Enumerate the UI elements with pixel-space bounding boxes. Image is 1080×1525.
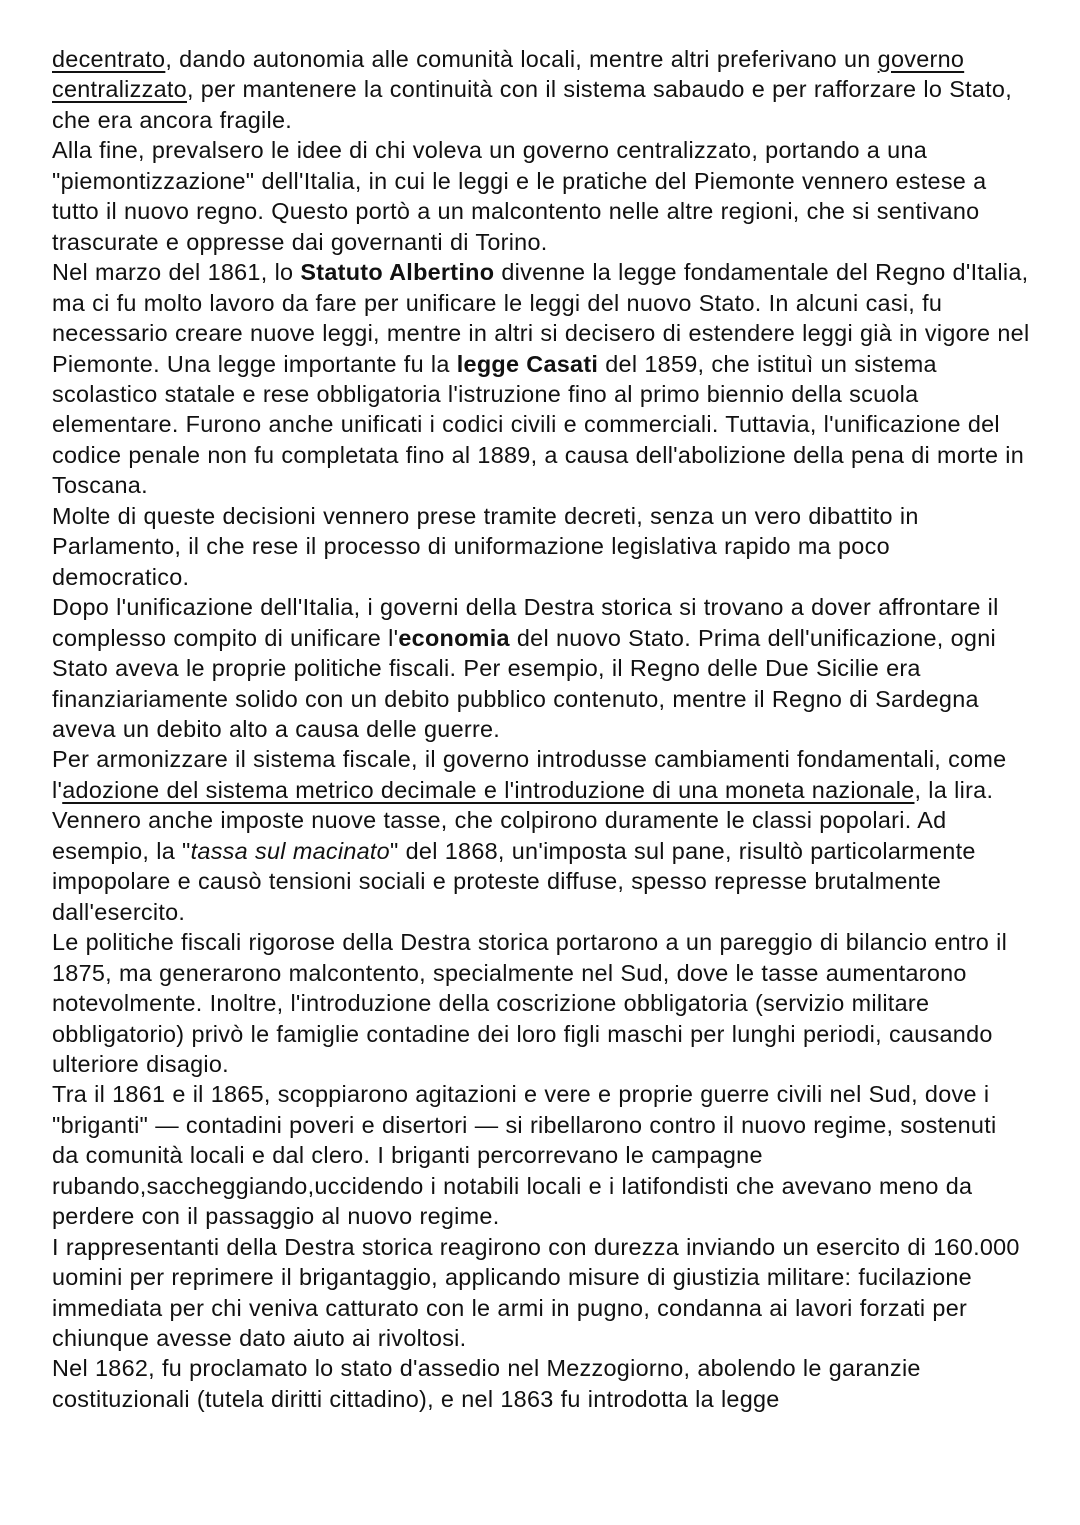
text-run: Nel marzo del 1861, lo xyxy=(52,259,301,286)
paragraph xyxy=(52,1353,1030,1414)
text-run: Tra il 1861 e il 1865, scoppiarono agitazioni e vere e proprie guerre civili nel Sud, dove i "briganti" — contadini poveri e disertori — si ribellarono contro il nuovo regime, sostenuti da comunità locali e dal clero. I briganti percorrevano le campagne rubando,saccheggiando,uccidendo i notabili locali e i latifondisti che avevano meno da perdere con il passaggio al nuovo regime. xyxy=(52,1081,997,1230)
text-run: I rappresentanti della Destra storica reagirono con durezza inviando un esercito di 160.000 uomini per reprimere il brigantaggio, applicando misure di giustizia militare: fucilazione immediata per chi veniva catturato con le armi in pugno, condanna ai lavori forzati per chiunque avesse dato aiuto ai rivoltosi. xyxy=(52,1233,1020,1352)
text-run: del 1859, che istituì un sistema scolastico statale e rese obbligatoria l'istruzione fino al primo biennio della scuola elementare. Furono anche unificati i codici civili e commerciali. Tuttavia, l'unificazione del codice penale non fu completata fino al 1889, a causa dell'abolizione della pena di morte in Toscana. xyxy=(52,350,1025,499)
bold-text-run: economia xyxy=(398,624,510,651)
text-run: Dopo l'unificazione dell'Italia, i governi della Destra storica si trovano a dover affrontare il complesso compito di unificare l' xyxy=(52,594,999,651)
bold-text-run: legge Casati xyxy=(456,350,599,377)
text-run: Alla fine, prevalsero le idee di chi voleva un governo centralizzato, portando a una "piemontizzazione" dell'Italia, in cui le leggi e le pratiche del Piemonte vennero estese a tutto il nuovo regno. Questo portò a un malcontento nelle altre regioni, che si sentivano trascurate e oppresse dai governanti di Torino. xyxy=(52,137,987,255)
text-run: , la lira. Vennero anche imposte nuove tasse, che colpirono duramente le classi popolari. Ad esempio, la " xyxy=(52,776,994,864)
paragraph xyxy=(52,44,1030,135)
text-run: del nuovo Stato. Prima dell'unificazione, ogni Stato aveva le proprie politiche fiscali. Per esempio, il Regno delle Due Sicilie era finanziariamente solido con un debito pubblico contenuto, mentre il Regno di Sardegna aveva un debito alto a causa delle guerre. xyxy=(52,624,996,742)
text-run: divenne la legge fondamentale del Regno d'Italia, ma ci fu molto lavoro da fare per unificare le leggi del nuovo Stato. In alcuni casi, fu necessario creare nuove leggi, mentre in altri si decisero di estendere leggi già in vigore nel Piemonte. Una legge importante fu la xyxy=(52,259,1030,377)
paragraph xyxy=(52,1079,1030,1231)
paragraph xyxy=(52,1232,1030,1354)
text-run: , dando autonomia alle comunità locali, mentre altri preferivano un xyxy=(165,46,878,72)
document-body xyxy=(52,44,1030,1414)
paragraph xyxy=(52,927,1030,1079)
paragraph xyxy=(52,501,1030,592)
underlined-text-run: governo centralizzato xyxy=(52,46,965,103)
paragraph xyxy=(52,257,1030,501)
paragraph xyxy=(52,135,1030,257)
underlined-text-run: adozione del sistema metrico decimale e l'introduzione di una moneta nazionale xyxy=(62,776,915,803)
underlined-text-run: decentrato xyxy=(52,46,166,72)
italic-text-run: tassa sul macinato xyxy=(190,837,390,864)
text-run: Per armonizzare il sistema fiscale, il governo introdusse cambiamenti fondamentali, come l' xyxy=(52,746,1007,803)
paragraph xyxy=(52,592,1030,744)
text-run: Le politiche fiscali rigorose della Destra storica portarono a un pareggio di bilancio entro il 1875, ma generarono malcontento, specialmente nel Sud, dove le tasse aumentarono notevolmente. Inoltre, l'introduzione della coscrizione obbligatoria (servizio militare obbligatorio) privò le famiglie contadine dei loro figli maschi per lunghi periodi, causando ulteriore disagio. xyxy=(52,929,1008,1077)
text-run: Molte di queste decisioni vennero prese tramite decreti, senza un vero dibattito in Parlamento, il che rese il processo di uniformazione legislativa rapido ma poco democratico. xyxy=(52,502,919,590)
bold-text-run: Statuto Albertino xyxy=(300,259,495,286)
paragraph xyxy=(52,744,1030,927)
text-run: Nel 1862, fu proclamato lo stato d'assedio nel Mezzogiorno, abolendo le garanzie costituzionali (tutela diritti cittadino), e nel 1863 fu introdotta la legge xyxy=(52,1355,921,1412)
text-run: " del 1868, un'imposta sul pane, risultò particolarmente impopolare e causò tensioni sociali e proteste diffuse, spesso represse brutalmente dall'esercito. xyxy=(52,837,976,925)
text-run: , per mantenere la continuità con il sistema sabaudo e per rafforzare lo Stato, che era ancora fragile. xyxy=(52,76,1013,133)
